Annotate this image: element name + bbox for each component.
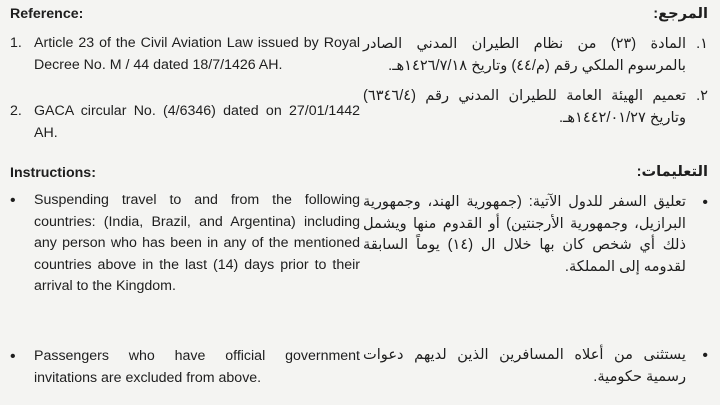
instruction-item-en-2	[10, 346, 360, 389]
reference-item-ar-1	[363, 34, 708, 77]
reference-text: المادة (٢٣) من نظام الطيران المدني الصادر بالمرسوم الملكي رقم (م/٤٤) وتاريخ ١٤٢٦/٧/١٨هـ.	[363, 36, 686, 74]
bullet-icon: •	[702, 194, 708, 211]
instructions-heading-en: Instructions:	[10, 165, 96, 181]
list-number: 1.	[10, 35, 22, 51]
instruction-item-ar-1	[363, 192, 708, 278]
reference-text: Article 23 of the Civil Aviation Law issued by Royal Decree No. M / 44 dated 18/7/1426 AH.	[34, 35, 360, 73]
instruction-text: يستثنى من أعلاه المسافرين الذين لديهم دعوات رسمية حكومية.	[363, 347, 686, 385]
reference-item-en-2	[10, 101, 360, 144]
instruction-text: تعليق السفر للدول الآتية: (جمهورية الهند، وجمهورية البرازيل، وجمهورية الأرجنتين) أو القدوم منها ويشمل ذلك أي شخص كان بها خلال ال (١٤) يوماً السابقة لقدومه إلى المملكة.	[363, 194, 686, 275]
list-number: ٢.	[696, 88, 708, 104]
reference-heading-ar: المرجع:	[653, 6, 708, 22]
instruction-text: Passengers who have official government invitations are excluded from above.	[34, 348, 360, 386]
reference-item-ar-2	[363, 86, 708, 129]
instruction-item-ar-2	[363, 345, 708, 388]
bullet-icon: •	[702, 347, 708, 364]
list-number: 2.	[10, 103, 22, 119]
bullet-icon: •	[10, 192, 16, 209]
reference-text: GACA circular No. (4/6346) dated on 27/01/1442 AH.	[34, 103, 360, 141]
bullet-icon: •	[10, 348, 16, 365]
instruction-text: Suspending travel to and from the following countries: (India, Brazil, and Argentina) including any person who has been in any of the mentioned countries above in the last (14) days prior to their arrival to the Kingdom.	[34, 192, 360, 294]
reference-item-en-1	[10, 33, 360, 76]
list-number: ١.	[696, 36, 708, 52]
reference-heading-en: Reference:	[10, 6, 84, 22]
instructions-heading-ar: التعليمات:	[636, 164, 708, 180]
instruction-item-en-1	[10, 190, 360, 298]
reference-text: تعميم الهيئة العامة للطيران المدني رقم (٦٣٤٦/٤) وتاريخ ١٤٤٢/٠١/٢٧هـ.	[363, 88, 686, 126]
